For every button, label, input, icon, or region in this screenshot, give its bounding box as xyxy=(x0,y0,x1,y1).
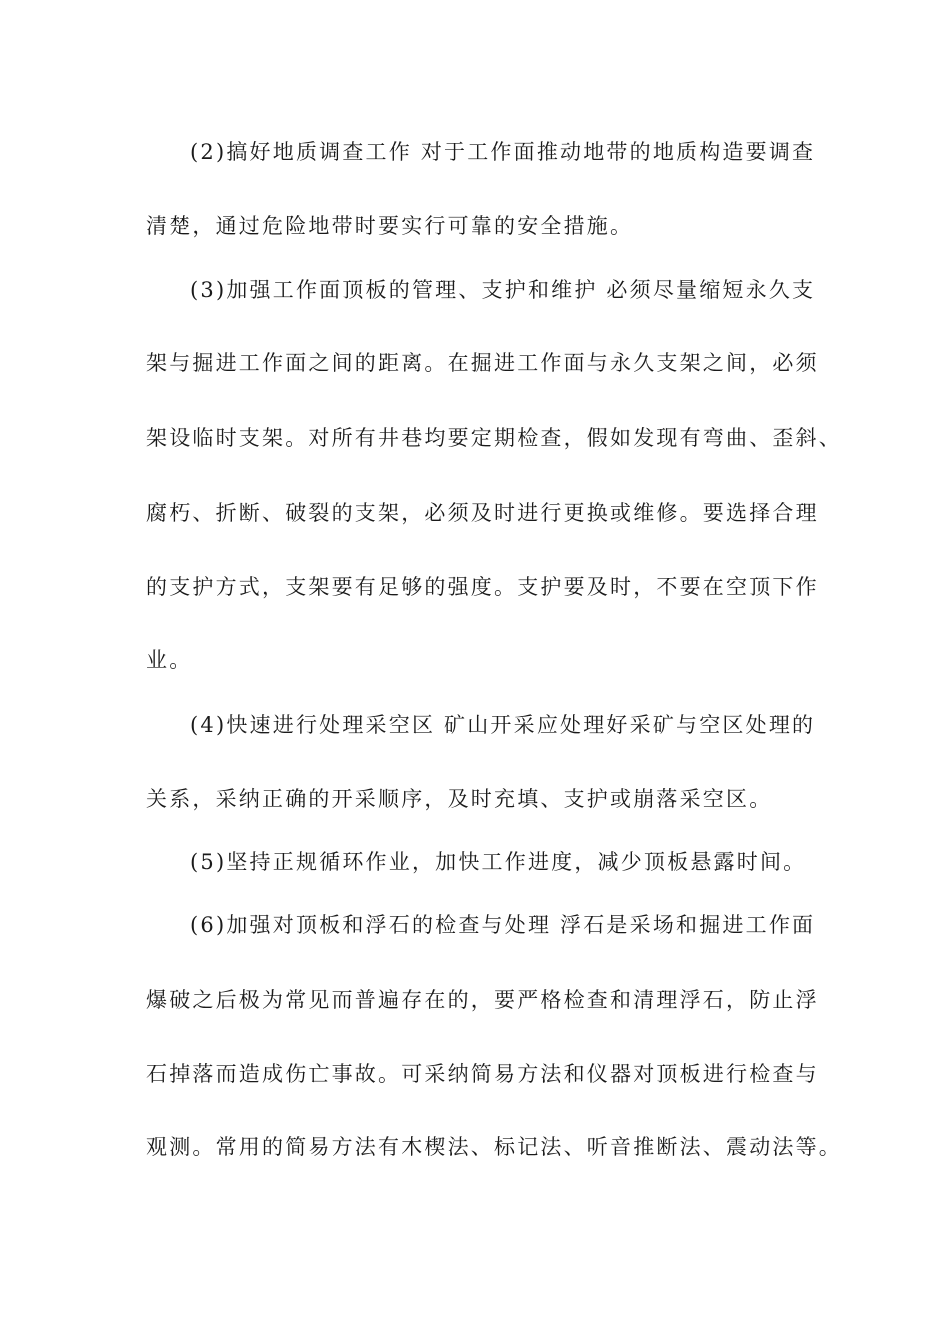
paragraph-line: 业。 xyxy=(146,648,193,672)
paragraph-line: 的支护方式，支架要有足够的强度。支护要及时，不要在空顶下作 xyxy=(146,575,819,599)
paragraph-line: (6)加强对顶板和浮石的检查与处理 浮石是采场和掘进工作面 xyxy=(190,913,816,937)
paragraph-line: (2)搞好地质调查工作 对于工作面推动地带的地质构造要调查 xyxy=(190,140,816,164)
paragraph-line: (3)加强工作面顶板的管理、支护和维护 必须尽量缩短永久支 xyxy=(190,278,816,302)
paragraph-line: 石掉落而造成伤亡事故。可采纳简易方法和仪器对顶板进行检查与 xyxy=(146,1062,819,1086)
paragraph-line: 腐朽、折断、破裂的支架，必须及时进行更换或维修。要选择合理 xyxy=(146,501,819,525)
paragraph-line: 架设临时支架。对所有井巷均要定期检查，假如发现有弯曲、歪斜、 xyxy=(146,426,842,450)
paragraph-line: (5)坚持正规循环作业，加快工作进度，减少顶板悬露时间。 xyxy=(190,850,807,874)
paragraph-line: 清楚，通过危险地带时要实行可靠的安全措施。 xyxy=(146,214,634,238)
paragraph-line: (4)快速进行处理采空区 矿山开采应处理好采矿与空区处理的 xyxy=(190,713,816,737)
paragraph-line: 爆破之后极为常见而普遍存在的，要严格检查和清理浮石，防止浮 xyxy=(146,988,819,1012)
paragraph-line: 关系，采纳正确的开采顺序，及时充填、支护或崩落采空区。 xyxy=(146,787,773,811)
paragraph-line: 观测。常用的简易方法有木楔法、标记法、听音推断法、震动法等。 xyxy=(146,1135,842,1159)
paragraph-line: 架与掘进工作面之间的距离。在掘进工作面与永久支架之间，必须 xyxy=(146,351,819,375)
